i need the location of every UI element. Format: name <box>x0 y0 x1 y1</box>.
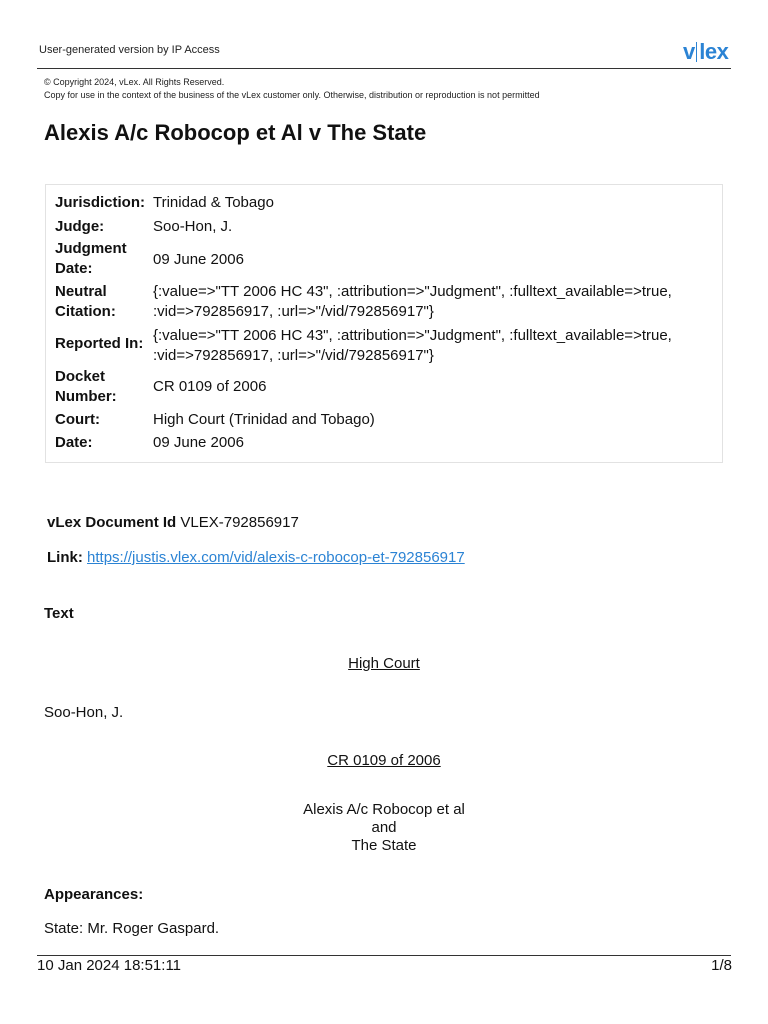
metadata-label: Reported In: <box>55 335 144 352</box>
metadata-table <box>45 184 723 463</box>
metadata-label: Jurisdiction: <box>55 194 146 211</box>
document-link-label: Link: <box>47 549 83 566</box>
judge-line: Soo-Hon, J. <box>44 704 124 721</box>
court-heading <box>0 655 768 673</box>
logo-divider <box>696 42 698 62</box>
document-link[interactable]: https://justis.vlex.com/vid/alexis-c-robocop-et-792856917 <box>87 549 465 566</box>
metadata-value: 09 June 2006 <box>153 434 244 451</box>
metadata-label: Date: <box>55 434 93 451</box>
header-note: User-generated version by IP Access <box>39 44 220 56</box>
metadata-value: Trinidad & Tobago <box>153 194 274 211</box>
metadata-value: CR 0109 of 2006 <box>153 378 267 395</box>
metadata-value: High Court (Trinidad and Tobago) <box>153 411 375 428</box>
metadata-value: {:value=>"TT 2006 HC 43", :attribution=>"Judgment", :fulltext_available=>true, :vid=>792856917, :url=>"/vid/792856917"} <box>153 327 672 364</box>
metadata-label: Docket Number: <box>55 368 117 405</box>
document-id <box>47 514 299 531</box>
party-one: Alexis A/c Robocop et al <box>303 801 465 818</box>
case-number <box>0 752 768 770</box>
court-heading-text: High Court <box>348 655 420 672</box>
metadata-label: Judgment Date: <box>55 240 127 277</box>
party-two: The State <box>351 837 417 854</box>
document-link-line <box>47 549 465 566</box>
document-id-label: vLex Document Id <box>47 514 177 531</box>
metadata-value: 09 June 2006 <box>153 251 244 268</box>
document-id-value: VLEX-792856917 <box>180 514 299 531</box>
footer-divider <box>37 955 731 956</box>
header-divider <box>37 68 731 69</box>
footer-timestamp: 10 Jan 2024 18:51:11 <box>37 957 182 974</box>
case-number-text: CR 0109 of 2006 <box>327 752 441 769</box>
metadata-value: {:value=>"TT 2006 HC 43", :attribution=>"Judgment", :fulltext_available=>true, :vid=>792856917, :url=>"/vid/792856917"} <box>153 283 672 320</box>
party-and: and <box>371 819 397 836</box>
document-title: Alexis A/c Robocop et Al v The State <box>44 120 427 145</box>
metadata-value: Soo-Hon, J. <box>153 218 233 235</box>
logo-left: v <box>683 39 695 64</box>
vlex-logo[interactable] <box>683 39 728 65</box>
logo-right: lex <box>699 39 729 64</box>
text-heading: Text <box>44 605 74 622</box>
metadata-label: Court: <box>55 411 100 428</box>
state-counsel: State: Mr. Roger Gaspard. <box>44 920 220 937</box>
copyright-notice: Copy for use in the context of the business of the vLex customer only. Otherwise, distribution or reproduction is not permitted <box>44 90 540 100</box>
copyright-line: © Copyright 2024, vLex. All Rights Reserved. <box>44 77 225 87</box>
appearances-heading: Appearances: <box>44 886 144 903</box>
metadata-label: Neutral Citation: <box>55 283 116 320</box>
page-number: 1/8 <box>711 957 732 974</box>
metadata-label: Judge: <box>55 218 105 235</box>
